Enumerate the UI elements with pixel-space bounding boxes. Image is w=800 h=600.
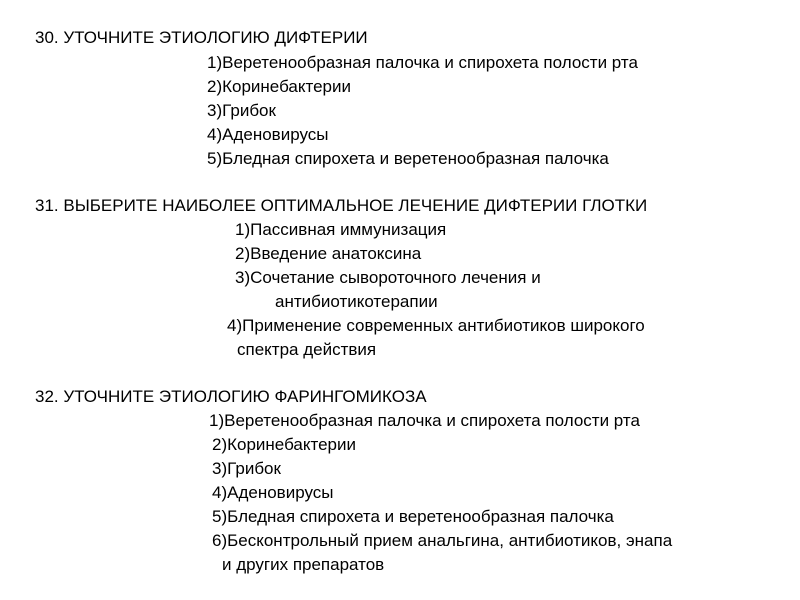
question-30-option-2: 2)Коринебактерии: [207, 77, 352, 96]
question-30-title: 30. УТОЧНИТЕ ЭТИОЛОГИЮ ДИФТЕРИИ: [35, 28, 368, 47]
question-32-option-1: 1)Веретенообразная палочка и спирохета полости рта: [209, 411, 640, 430]
question-31-title: 31. ВЫБЕРИТЕ НАИБОЛЕЕ ОПТИМАЛЬНОЕ ЛЕЧЕНИЕ ДИФТЕРИИ ГЛОТКИ: [35, 196, 648, 215]
question-30-option-5: 5)Бледная спирохета и веретенообразная палочка: [207, 149, 609, 168]
question-32-option-4: 4)Аденовирусы: [212, 483, 334, 502]
question-31-option-4-cont: спектра действия: [237, 340, 377, 359]
question-31-option-4: 4)Применение современных антибиотиков широкого: [227, 316, 645, 335]
question-31-option-2: 2)Введение анатоксина: [235, 244, 422, 263]
question-30-option-1: 1)Веретенообразная палочка и спирохета полости рта: [207, 53, 638, 72]
question-31-option-3: 3)Сочетание сывороточного лечения и: [235, 268, 541, 287]
question-32-option-6: 6)Бесконтрольный прием анальгина, антибиотиков, энапа: [212, 531, 673, 550]
question-31-option-1: 1)Пассивная иммунизация: [235, 220, 447, 239]
question-32-option-2: 2)Коринебактерии: [212, 435, 357, 454]
question-32-title: 32. УТОЧНИТЕ ЭТИОЛОГИЮ ФАРИНГОМИКОЗА: [35, 387, 427, 406]
question-32-option-3: 3)Грибок: [212, 459, 281, 478]
question-32-option-6-cont: и других препаратов: [222, 555, 385, 574]
question-30-option-3: 3)Грибок: [207, 101, 276, 120]
question-31-option-3-cont: антибиотикотерапии: [275, 292, 438, 311]
question-30-option-4: 4)Аденовирусы: [207, 125, 329, 144]
question-32-option-5: 5)Бледная спирохета и веретенообразная палочка: [212, 507, 614, 526]
